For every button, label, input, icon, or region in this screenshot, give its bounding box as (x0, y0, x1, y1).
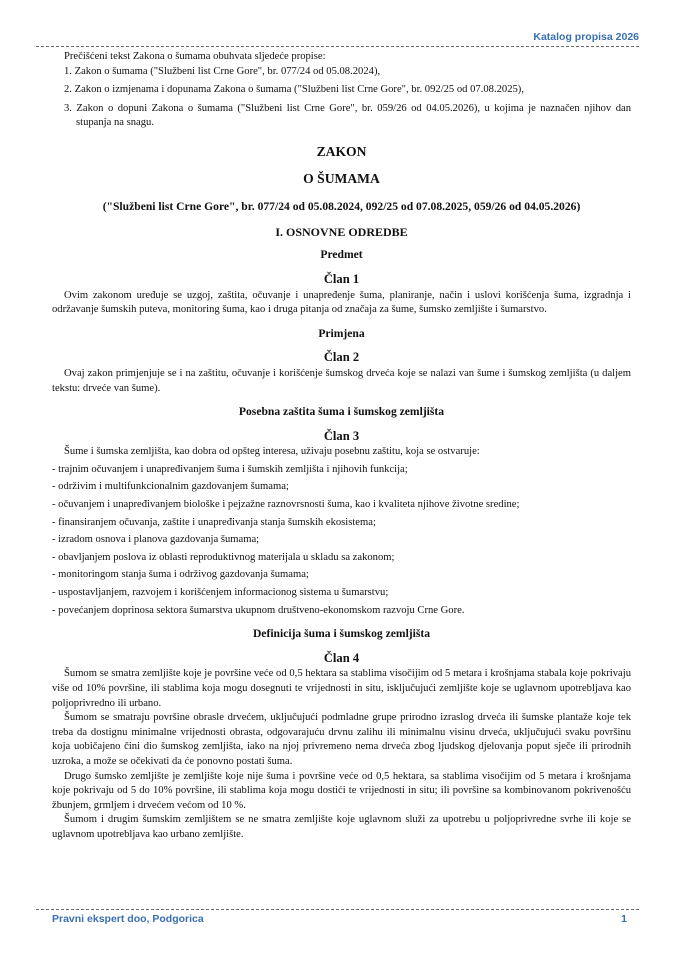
intro-item-3: 3. Zakon o dopuni Zakona o šumama ("Službeni list Crne Gore", br. 059/26 od 04.05.2026), u kojima je naznačen njihov dan stupanja na snagu. (64, 102, 631, 129)
law-gazette: ("Službeni list Crne Gore", br. 077/24 od 05.08.2024, 092/25 od 07.08.2025, 059/26 od 04.05.2026) (102, 200, 581, 214)
list-item: - obavljanjem poslova iz oblasti reproduktivnog materijala u skladu sa zakonom; (52, 551, 395, 563)
list-item: - povećanjem doprinosa sektora šumarstva ukupnom društveno-ekonomskom razvoju Crne Gore. (52, 604, 465, 616)
page-number: 1 (621, 913, 627, 925)
article-3-label: Član 3 (323, 428, 360, 443)
article-2-heading: Primjena (318, 326, 365, 340)
law-title: ZAKON (316, 143, 367, 159)
article-4-label: Član 4 (323, 650, 360, 665)
article-4-paragraph-3: Drugo šumsko zemljište je zemljište koje nije šuma i površine veće od 0,5 hektara, sa stablima visočijim od 5 metara i krošnjama koje pokrivaju od 5 do 10% površine, ili stablima koja mogu dostići te vrijednosti in situ; ili površine sa kombinovanom pokrivenošću žbunjem, grmljem i drvećem većom od 10 %. (52, 770, 631, 811)
intro-item-2: 2. Zakon o izmjenama i dopunama Zakona o šumama ("Službeni list Crne Gore", br. 092/25 od 07.08.2025), (64, 84, 524, 96)
intro-item-1: 1. Zakon o šumama ("Službeni list Crne Gore", br. 077/24 od 05.08.2024), (64, 65, 381, 77)
article-1-heading: Predmet (320, 248, 363, 262)
intro-lead: Prečišćeni tekst Zakona o šumama obuhvata sljedeće propise: (64, 51, 326, 62)
list-item: - finansiranjem očuvanja, zaštite i unapređivanja stanja šumskih ekosistema; (52, 516, 376, 528)
list-item: - održivim i multifunkcionalnim gazdovanjem šumama; (52, 481, 289, 493)
article-4-paragraph-2: Šumom se smatraju površine obrasle drvećem, uključujući podmladne grupe prirodno izraslog drveća ili šumske plantaže koje tek treba da dostignu minimalne vrijednosti obrasta, odgovarajuću drvnu zalihu ili minimalnu visinu drveća, uključujući svaku površinu koja uobičajeno čini dio šumskog zemljišta, iako na njoj privremeno nema drveća zbog ljudskog djelovanja poput sječe ili prirodnih uzroka, a može se očekivati da će ponovno postati šuma. (52, 712, 631, 767)
list-item: - izradom osnova i planova gazdovanja šumama; (52, 534, 260, 546)
article-3-list (52, 463, 631, 618)
article-2-paragraph: Ovaj zakon primjenjuje se i na zaštitu, očuvanje i korišćenje šumskog drveća koje se nalazi van šume i šumskog zemljišta (u daljem tekstu: drveće van šume). (52, 367, 631, 394)
article-1-paragraph: Ovim zakonom uređuje se uzgoj, zaštita, očuvanje i unapređenje šuma, planiranje, način i uslovi korišćenja šuma, izgradnja i održavanje šumskih puteva, monitoring šuma, kao i druga pitanja od značaja za šume, šumsko zemljište i šumarstvo. (52, 289, 631, 316)
article-3-heading: Posebna zaštita šuma i šumskog zemljišta (238, 405, 445, 419)
article-2-label: Član 2 (323, 350, 360, 365)
catalog-title: Katalog propisa 2026 (527, 30, 639, 44)
list-item: - očuvanjem i unapređivanjem biološke i pejzažne raznovrsnosti šuma, kao i kvaliteta njihove životne sredine; (52, 499, 520, 511)
header-rule (36, 30, 639, 47)
footer-publisher: Pravni ekspert doo, Podgorica (52, 913, 204, 925)
section-heading: I. OSNOVNE ODREDBE (275, 224, 408, 239)
article-3-lead: Šume i šumska zemljišta, kao dobra od opšteg interesa, uživaju posebnu zaštitu, koja se ostvaruje: (64, 446, 480, 458)
article-1-label: Član 1 (323, 271, 360, 286)
list-item: - trajnim očuvanjem i unapređivanjem šuma i šumskih zemljišta i njihovih funkcija; (52, 463, 408, 475)
law-subtitle: O ŠUMAMA (303, 170, 380, 186)
article-4-paragraph-4: Šumom i drugim šumskim zemljištem se ne smatra zemljište koje uglavnom služi za upotrebu u poljoprivredne svrhe ili koje se uglavnom upotrebljava kao urbano zemljište. (52, 814, 631, 840)
article-4-heading: Definicija šuma i šumskog zemljišta (252, 627, 431, 641)
article-4-paragraph-1: Šumom se smatra zemljište koje je površine veće od 0,5 hektara sa stablima visočijim od 5 metara i krošnjama stabala koje pokrivaju više od 10% površine, ili stablima koja mogu dosegnuti te vrijednosti in situ, isključujući zemljište koje se uglavnom upotrebljava kao poljoprivredno ili urbano. (52, 668, 631, 709)
footer-rule (36, 909, 639, 911)
list-item: - uspostavljanjem, razvojem i korišćenjem informacionog sistema u šumarstvu; (52, 587, 389, 599)
document-body (52, 50, 631, 843)
list-item: - monitoringom stanja šuma i održivog gazdovanja šumama; (52, 569, 309, 581)
